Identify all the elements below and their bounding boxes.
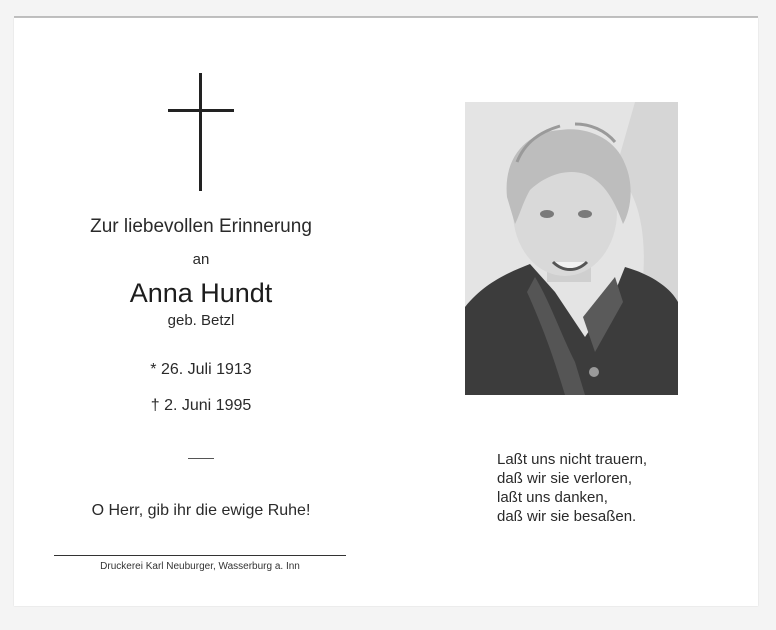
divider — [188, 458, 214, 459]
verse-line: daß wir sie besaßen. — [497, 508, 637, 525]
verse-line: Laßt uns nicht trauern, — [497, 451, 648, 468]
footer-rule — [54, 555, 346, 556]
memory-line: Zur liebevollen Erinnerung — [90, 216, 312, 237]
birth-date: * 26. Juli 1913 — [150, 361, 252, 378]
portrait-photo — [465, 102, 678, 395]
deceased-name: Anna Hundt — [129, 278, 273, 308]
verse — [497, 450, 647, 526]
prayer: O Herr, gib ihr die ewige Ruhe! — [91, 502, 311, 519]
verse-line: laßt uns danken, — [497, 489, 608, 506]
verse-line: daß wir sie verloren, — [497, 470, 633, 487]
preposition: an — [192, 251, 210, 268]
printer-credit: Druckerei Karl Neuburger, Wasserburg a. Inn — [100, 561, 300, 572]
birth-name: geb. Betzl — [167, 312, 235, 329]
cross-icon — [168, 73, 234, 191]
death-date: † 2. Juni 1995 — [150, 397, 252, 414]
